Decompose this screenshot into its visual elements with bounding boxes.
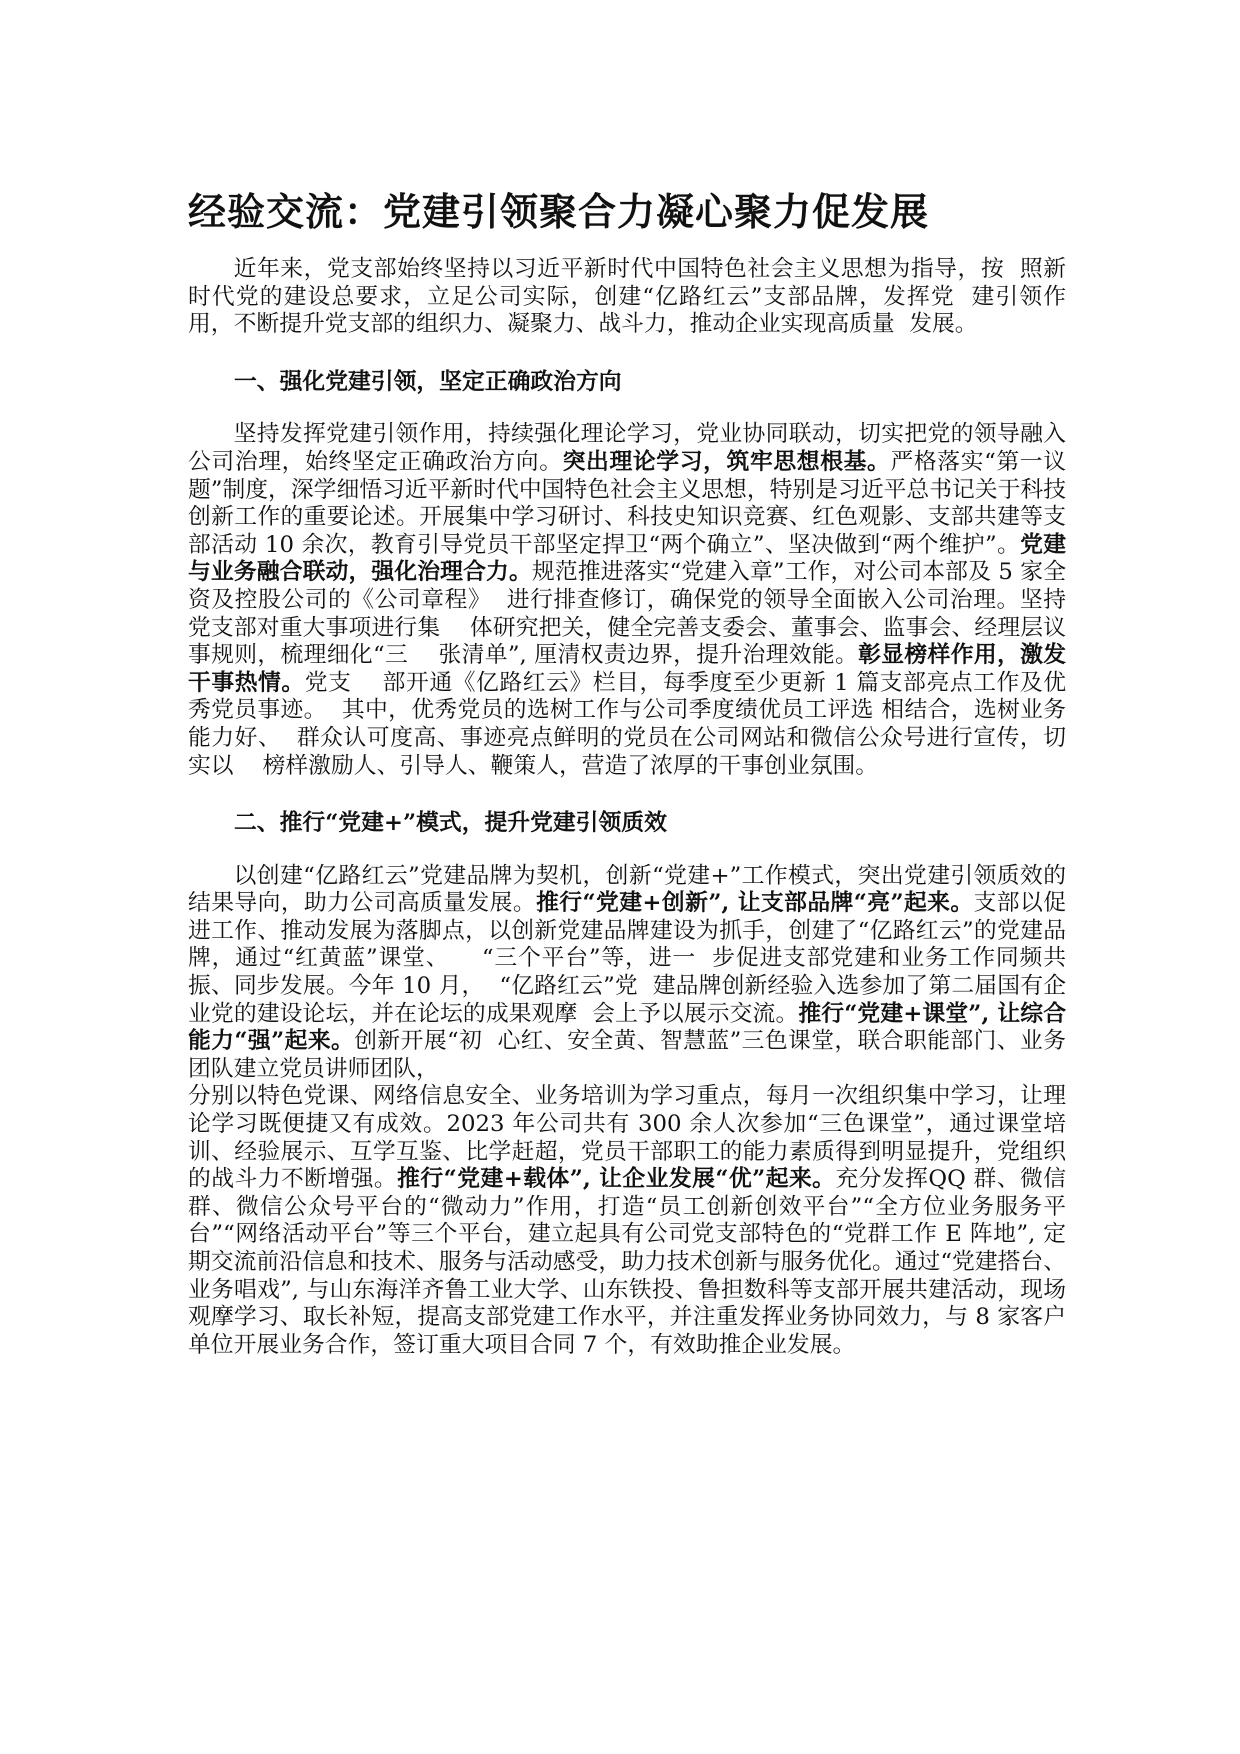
paragraph-text: 党支 部开通《亿路红云》栏目，每季度至少更新 1 篇支部亮点工作及优秀党员事迹。 其中，优秀党员的选树工作与公司季度绩优员工评选 相结合，选树业务能力好、 群众认可度高、事迹亮点鲜明的党员在公司网站和微信公众号进行宣传，切实以 榜样激励人、引导人、鞭策人，营造了浓厚的干事创业氛围。 xyxy=(188,669,1066,779)
paragraph-text: 严格落实“第一议题”制度，深学细悟习近平新时代中国特色社会主义思想，特别是习近平总书记关于科技创新工作的重要论述。开展集中学习研讨、科技史知识竞赛、红色观影、支部共建等支部活动 10 余次，教育引导党员干部坚定捍卫“两个确立”、坚决做到“两个维护”。 xyxy=(188,448,1067,558)
paragraph-text: 近年来，党支部始终坚持以习近平新时代中国特色社会主义思想为指导，按 照新时代党的建设总要求，立足公司实际，创建“亿路红云”支部品牌，发挥党 建引领作用，不断提升党支部的组织力、凝聚力、战斗力，推动企业实现高质量 发展。 xyxy=(188,256,1066,338)
section-2-paragraph-1 xyxy=(188,863,1066,1084)
paragraph-text: 以创建“亿路红云”党建品牌为契机，创新“党建+”工作模式，突出党建引领质效的结果导向，助力公司高质量发展。 xyxy=(188,862,1066,917)
bold-lead-phrase: 彰显榜样作用，激发干事热情。 xyxy=(188,642,1067,696)
paragraph-text: 创新开展“初 心红、安全黄、智慧蓝”三色课堂，联合职能部门、业务团队建立党员讲师团队， xyxy=(188,1028,1066,1082)
intro-paragraph xyxy=(188,256,1066,339)
paragraph-text: 支部以促进工作、推动发展为落脚点，以创新党建品牌建设为抓手，创建了“亿路红云”的党建品牌，通过“红黄蓝”课堂、 “三个平台”等，进一 步促进支部党建和业务工作同频共振、同步发展。今年 10 月， “亿路红云”党 建品牌创新经验入选参加了第二届国有企业党的建设论坛，并在论坛的成果观摩 会上予以展示交流。 xyxy=(188,890,1067,1027)
bold-lead-phrase: 推行“党建+载体”, 让企业发展“优”起来。 xyxy=(397,1166,836,1193)
bold-lead-phrase: 推行“党建+课堂”, 让综合能力“强”起来。 xyxy=(188,1000,1066,1055)
document-body xyxy=(188,256,1066,1359)
paragraph-text: 规范推进落实“党建入章”工作，对公司本部及 5 家全资及控股公司的《公司章程》 进行排查修订，确保党的领导全面嵌入公司治理。坚持党支部对重大事项进行集 体研究把关，健全完善支委会、董事会、监事会、经理层议事规则，梳理细化“三 张清单”, 厘清权责边界，提升治理效能。 xyxy=(188,559,1067,669)
paragraph-text: 坚持发挥党建引领作用，持续强化理论学习，党业协同联动，切实把党的领导融入公司治理，始终坚定正确政治方向。 xyxy=(188,421,1066,475)
bold-lead-phrase: 党建与业务融合联动，强化治理合力。 xyxy=(188,531,1067,586)
bold-lead-phrase: 突出理论学习，筑牢思想根基。 xyxy=(562,448,891,475)
section-2-heading: 二、推行“党建+”模式，提升党建引领质效 xyxy=(234,810,667,837)
bold-lead-phrase: 推行“党建+创新”, 让支部品牌“亮”起来。 xyxy=(536,890,974,917)
section-1-heading: 一、强化党建引领，坚定正确政治方向 xyxy=(234,368,622,395)
section-2-paragraph-2 xyxy=(188,1083,1066,1359)
paragraph-text: 充分发挥QQ 群、微信群、微信公众号平台的“微动力”作用，打造“员工创新创效平台”“全方位业务服务平台”“网络活动平台”等三个平台，建立起具有公司党支部特色的“党群工作 E 阵地”, 定期交流前沿信息和技术、服务与活动感受，助力技术创新与服务优化。通过“党建搭台、业务唱戏”, 与山东海洋齐鲁工业大学、山东铁投、鲁担数科等支部开展共建活动，现场观摩学习、取长补短，提高支部党建工作水平，并注重发挥业务协同效力，与 8 家客户单位开展业务合作，签订重大项目合同 7 个，有效助推企业发展。 xyxy=(188,1166,1066,1358)
section-1-paragraph xyxy=(188,421,1066,780)
page-title: 经验交流：党建引领聚合力凝心聚力促发展 xyxy=(188,189,930,234)
paragraph-text: 分别以特色党课、网络信息安全、业务培训为学习重点，每月一次组织集中学习，让理论学习既便捷又有成效。2023 年公司共有 300 余人次参加“三色课堂”，通过课堂培训、经验展示、互学互鉴、比学赶超，党员干部职工的能力素质得到明显提升，党组织的战斗力不断增强。 xyxy=(188,1083,1066,1193)
